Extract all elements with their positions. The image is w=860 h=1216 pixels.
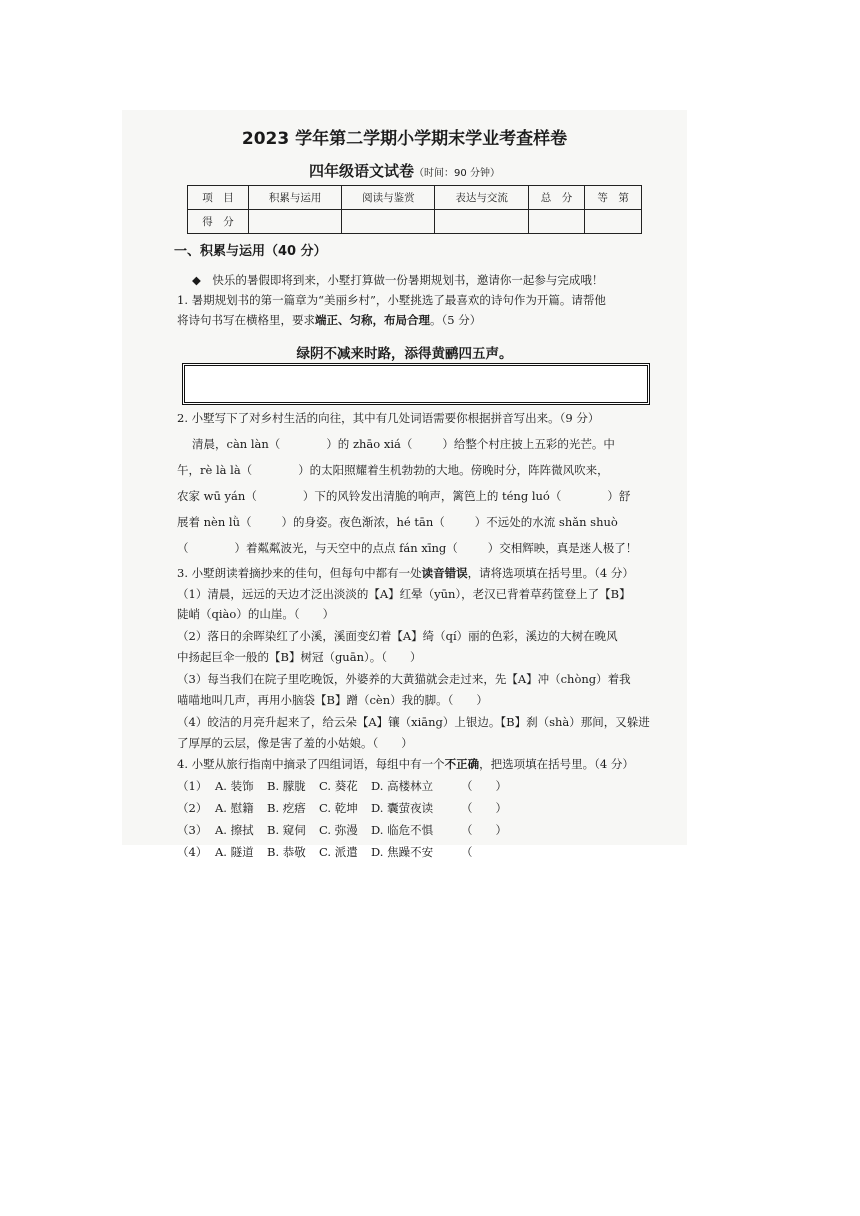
q3-stem-b: 读音错误	[421, 566, 468, 580]
exam-title: 2023 学年第二学期小学期末学业考查样卷	[241, 129, 568, 149]
q4-row	[177, 844, 473, 860]
score-cell[interactable]	[528, 210, 585, 234]
q4-option: B. 疙瘩	[267, 801, 306, 815]
score-header-cell: 表达与交流	[435, 186, 528, 210]
q1-line2	[177, 312, 481, 328]
q3-item3-b: 喵喵地叫几声，再用小脑袋【B】蹭（cèn）我的脚。（ ）	[177, 693, 488, 707]
score-cell[interactable]	[435, 210, 528, 234]
section1-intro: ◆ 快乐的暑假即将到来，小墅打算做一份暑期规划书，邀请你一起参与完成哦！	[192, 273, 604, 287]
q2-line4	[177, 514, 618, 530]
q4-stem-a: 4. 小墅从旅行指南中摘录了四组词语，每组中有一个	[177, 757, 445, 771]
q3-stem	[177, 565, 634, 581]
q4-stem-b: 不正确	[444, 757, 480, 771]
q4-option: B. 朦胧	[267, 779, 306, 793]
q4-row	[177, 800, 507, 816]
q2-text: 展着 nèn lǜ（	[177, 515, 252, 529]
q4-option: C. 葵花	[319, 779, 358, 793]
q4-num: （4）	[177, 845, 208, 859]
q3-stem-c: ，请将选项填在括号里。（4 分）	[467, 566, 634, 580]
q4-option: C. 乾坤	[319, 801, 358, 815]
q2-text: ）下的风铃发出清脆的响声，篱笆上的 téng luó（	[302, 489, 562, 503]
q4-answer-paren[interactable]: （ ）	[461, 779, 507, 793]
section1-heading: 一、积累与运用（40 分）	[174, 244, 327, 259]
q2-text: ）的 zhāo xiá（	[326, 437, 413, 451]
q2-line3	[177, 488, 630, 504]
q4-num: （1）	[177, 779, 208, 793]
q2-text: ）舒	[607, 489, 631, 503]
score-value-row	[188, 210, 642, 234]
score-header-cell: 项 目	[188, 186, 249, 210]
q2-line5	[177, 540, 637, 556]
q2-text: ）交相辉映，真是迷人极了！	[487, 541, 638, 555]
q4-option: A. 隧道	[215, 845, 254, 859]
q2-stem: 2. 小墅写下了对乡村生活的向往，其中有几处词语需要你根据拼音写出来。（9 分）	[177, 411, 600, 425]
q1-requirement: 端正、匀称，布局合理	[315, 313, 430, 327]
q3-item1-a: （1）清晨，远远的天边才泛出淡淡的【A】红晕（yūn），老汉已背着草药筐登上了【B】	[177, 587, 631, 601]
q3-item4-b: 了厚厚的云层，像是害了羞的小姑娘。（ ）	[177, 736, 413, 750]
score-cell[interactable]	[585, 210, 642, 234]
score-cell[interactable]	[342, 210, 435, 234]
q2-line1	[192, 436, 615, 452]
q4-row	[177, 822, 507, 838]
score-header-cell: 积累与运用	[249, 186, 342, 210]
q4-option: D. 焦躁不安	[371, 845, 434, 859]
q4-answer-paren[interactable]: （ ）	[461, 823, 507, 837]
q2-text: （	[177, 541, 189, 555]
q3-item3-a: （3）每当我们在院子里吃晚饭，外婆养的大黄猫就会走过来，先【A】冲（chòng）着我	[177, 672, 631, 686]
score-header-cell: 总 分	[528, 186, 585, 210]
score-table	[187, 185, 642, 234]
q4-option: A. 装饰	[215, 779, 254, 793]
q2-text: ）不远处的水流 shǎn shuò	[474, 515, 618, 529]
q4-option: A. 慰籍	[215, 801, 254, 815]
score-header-cell: 等 第	[585, 186, 642, 210]
subtitle-text: 四年级语文试卷	[309, 162, 415, 180]
q4-option: C. 派遣	[319, 845, 358, 859]
q4-option: B. 窥伺	[267, 823, 306, 837]
q2-text: ）的太阳照耀着生机勃勃的大地。傍晚时分，阵阵微风吹来，	[298, 463, 609, 477]
q1-poem: 绿阴不减来时路，添得黄鹂四五声。	[296, 346, 513, 362]
score-header-cell: 阅读与鉴赏	[342, 186, 435, 210]
score-header-row	[188, 186, 642, 210]
q4-stem	[177, 756, 634, 772]
q4-num: （3）	[177, 823, 208, 837]
q4-option: C. 弥漫	[319, 823, 358, 837]
exam-subtitle	[122, 160, 687, 181]
time-note: （时间：90 分钟）	[414, 168, 500, 179]
q4-option: D. 囊萤夜读	[371, 801, 434, 815]
q4-answer-paren[interactable]: （ ）	[461, 801, 507, 815]
exam-sheet	[122, 110, 687, 859]
q2-text: 农家 wū yán（	[177, 489, 257, 503]
q3-item2-a: （2）落日的余晖染红了小溪，溪面变幻着【A】绮（qí）丽的色彩，溪边的大树在晚风	[177, 629, 618, 643]
q1-line1: 1. 暑期规划书的第一篇章为“美丽乡村”，小墅挑选了最喜欢的诗句作为开篇。请帮他	[177, 293, 606, 307]
q4-num: （2）	[177, 801, 208, 815]
q2-text: ）给整个村庄披上五彩的光芒。中	[442, 437, 615, 451]
q3-item2-b: 中扬起巨伞一般的【B】树冠（guān）。（ ）	[177, 650, 422, 664]
q4-row	[177, 778, 507, 794]
q4-option: D. 临危不惧	[371, 823, 434, 837]
q3-item1-b: 陡峭（qiào）的山崖。（ ）	[177, 607, 335, 621]
q3-item4-a: （4）皎洁的月亮升起来了，给云朵【A】镶（xiāng）上银边。【B】刹（shà）那间，又躲进	[177, 715, 650, 729]
q1-line2-c: 。（5 分）	[430, 313, 482, 327]
q4-option: A. 擦拭	[215, 823, 254, 837]
q1-line2-a: 将诗句书写在横格里，要求	[177, 313, 315, 327]
q2-text: 午，rè là là（	[177, 463, 253, 477]
q4-option: B. 恭敬	[267, 845, 306, 859]
q4-stem-c: ，把选项填在括号里。（4 分）	[479, 757, 634, 771]
q4-option: D. 高楼林立	[371, 779, 434, 793]
q4-answer-paren[interactable]: （	[461, 845, 473, 859]
q2-text: ）的身姿。夜色渐浓，hé tān（	[281, 515, 445, 529]
score-cell[interactable]	[249, 210, 342, 234]
q1-writing-box[interactable]	[182, 363, 650, 405]
score-row-label: 得 分	[188, 210, 249, 234]
q2-line2	[177, 462, 609, 478]
q2-text: 清晨，càn làn（	[192, 437, 281, 451]
q3-stem-a: 3. 小墅朗读着摘抄来的佳句，但每句中都有一处	[177, 566, 422, 580]
q2-text: ）着粼粼波光，与天空中的点点 fán xīng（	[234, 541, 458, 555]
